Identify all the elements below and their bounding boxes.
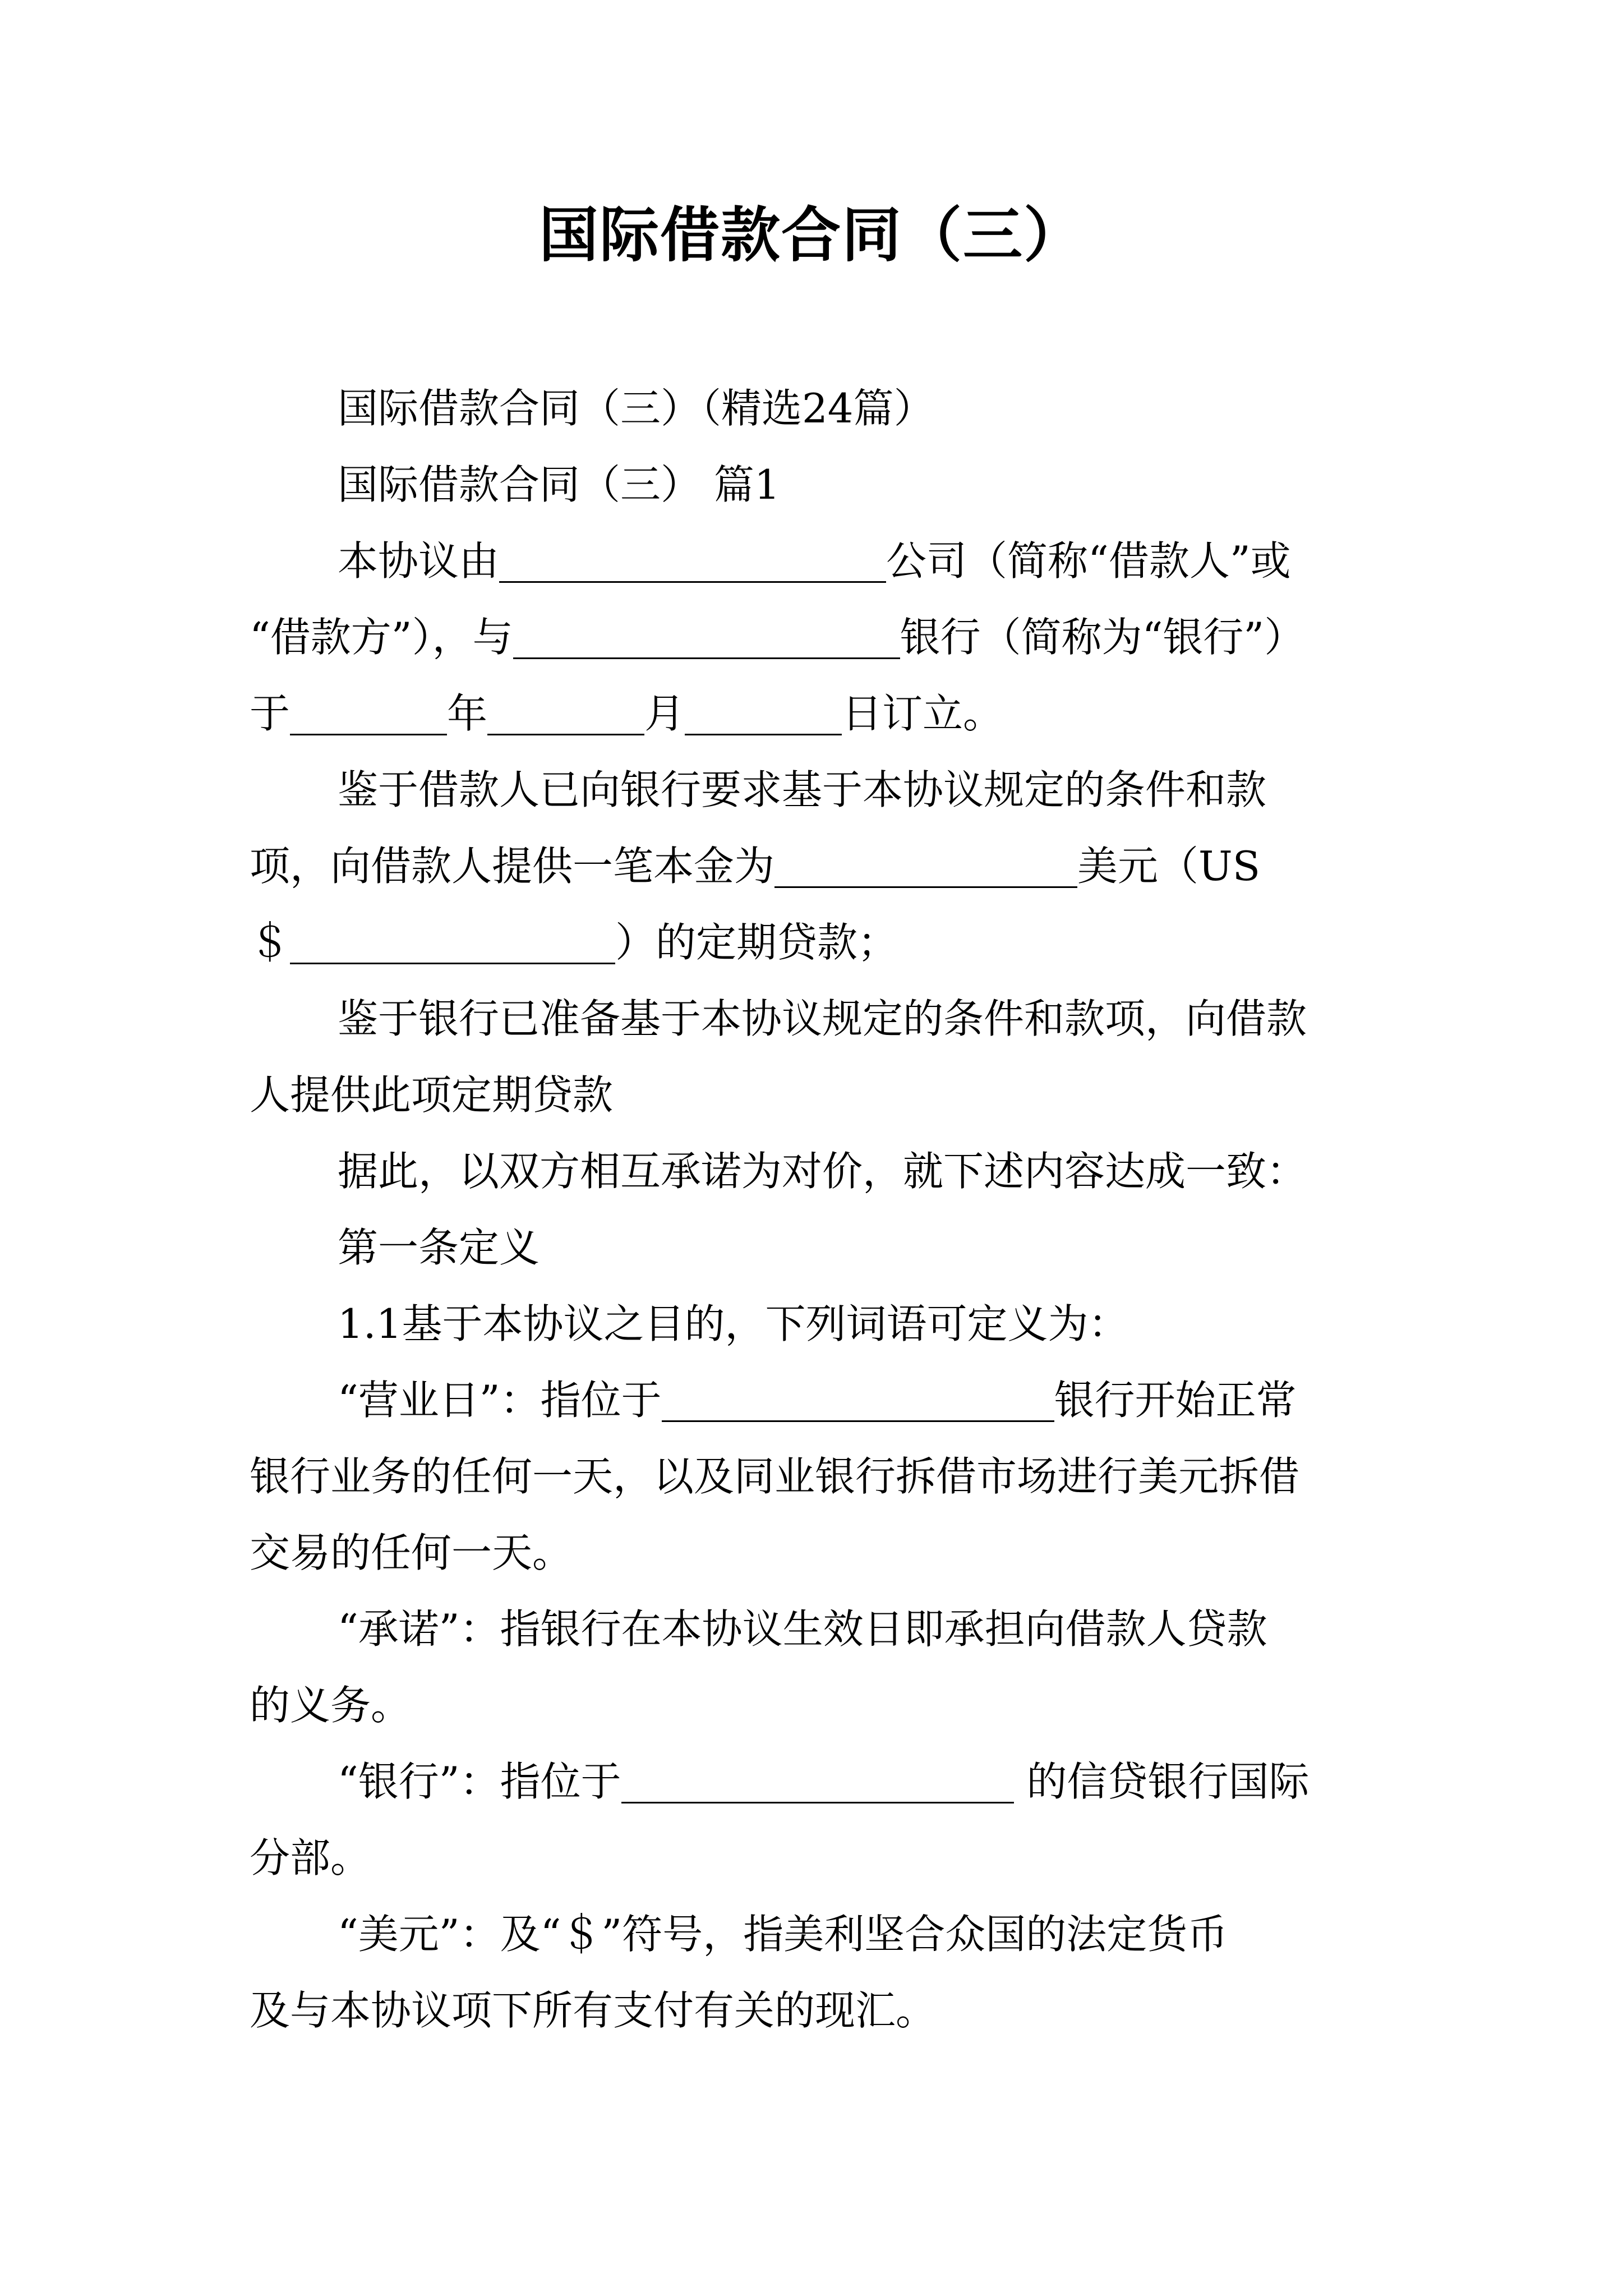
paragraph-line (250, 904, 1377, 981)
text-run: 及与本协议项下所有支付有关的现汇。 (250, 1987, 937, 2034)
text-run: 国际借款合同（三）（精选24篇） (338, 385, 934, 432)
paragraph-line (250, 1972, 1377, 2049)
text-run: 的信贷银行国际 (1013, 1758, 1310, 1805)
text-run: “银行”：指位于 (338, 1758, 621, 1805)
text-run: 1.1基于本协议之目的，下列词语可定义为： (338, 1300, 1129, 1347)
fill-in-blank[interactable] (290, 690, 447, 735)
text-run: 鉴于借款人已向银行要求基于本协议规定的条件和款 (338, 766, 1267, 813)
document-body (250, 370, 1377, 2049)
text-run: ）的定期贷款； (615, 919, 898, 966)
text-run: 美元（US (1077, 843, 1261, 890)
paragraph-line (250, 447, 1377, 523)
paragraph-line (250, 370, 1377, 447)
text-run: 据此，以双方相互承诺为对价，就下述内容达成一致： (338, 1148, 1307, 1195)
text-run: 公司（简称“借款人”或 (886, 537, 1291, 585)
paragraph-line (250, 1133, 1377, 1209)
fill-in-blank[interactable] (774, 843, 1077, 888)
text-run: 银行业务的任何一天，以及同业银行拆借市场进行美元拆借 (250, 1453, 1300, 1500)
paragraph-line (250, 1362, 1377, 1438)
text-run: 第一条定义 (338, 1224, 540, 1271)
text-run: 国际借款合同（三） 篇1 (338, 461, 780, 508)
paragraph-line (250, 1438, 1377, 1515)
text-run: 分部。 (250, 1834, 371, 1881)
text-run: 的义务。 (250, 1682, 412, 1729)
fill-in-blank[interactable] (487, 690, 644, 735)
paragraph-line (250, 1057, 1377, 1133)
fill-in-blank[interactable] (685, 690, 842, 735)
paragraph-line (250, 981, 1377, 1057)
paragraph-line (250, 1591, 1377, 1667)
fill-in-blank[interactable] (513, 614, 900, 659)
fill-in-blank[interactable] (290, 919, 615, 964)
text-run: 鉴于银行已准备基于本协议规定的条件和款项，向借款 (338, 995, 1307, 1042)
paragraph-line (250, 1515, 1377, 1591)
text-run: 本协议由 (338, 537, 500, 585)
paragraph-line (250, 599, 1377, 675)
text-run: 银行（简称为“银行”） (900, 614, 1305, 661)
text-run: “美元”：及“＄”符号，指美利坚合众国的法定货币 (338, 1911, 1228, 1958)
text-run: ＄ (250, 919, 291, 966)
text-run: 项，向借款人提供一笔本金为 (250, 843, 775, 890)
text-run: “营业日”：指位于 (338, 1377, 662, 1424)
paragraph-line (250, 828, 1377, 904)
text-run: 人提供此项定期贷款 (250, 1071, 614, 1119)
paragraph-line (250, 1209, 1377, 1286)
paragraph-line (250, 1667, 1377, 1743)
fill-in-blank[interactable] (662, 1377, 1054, 1422)
text-run: 年 (447, 690, 488, 737)
fill-in-blank[interactable] (499, 537, 886, 583)
paragraph-line (250, 675, 1377, 752)
text-run: 于 (250, 690, 291, 737)
text-run: 交易的任何一天。 (250, 1529, 573, 1576)
paragraph-line (250, 1820, 1377, 1896)
fill-in-blank[interactable] (621, 1758, 1014, 1803)
text-run: 月 (644, 690, 685, 737)
paragraph-line (250, 1896, 1377, 1972)
paragraph-line (250, 752, 1377, 828)
text-run: 日订立。 (842, 690, 1004, 737)
paragraph-line (250, 1743, 1377, 1820)
paragraph-line (250, 1286, 1377, 1362)
paragraph-line (250, 523, 1377, 599)
text-run: “借款方”），与 (250, 614, 513, 661)
page-title: 国际借款合同（三） (539, 201, 1084, 270)
text-run: “承诺”：指银行在本协议生效日即承担向借款人贷款 (338, 1605, 1267, 1653)
text-run: 银行开始正常 (1054, 1377, 1297, 1424)
